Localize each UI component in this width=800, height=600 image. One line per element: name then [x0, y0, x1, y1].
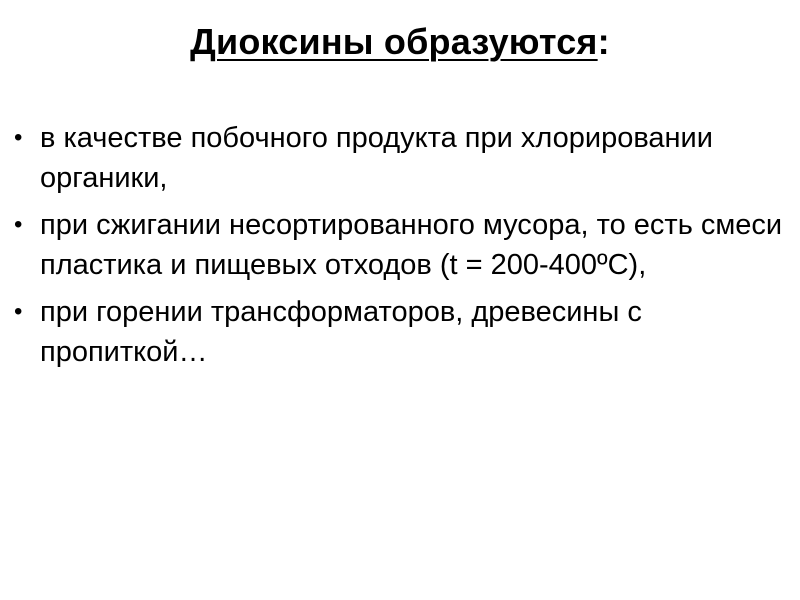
- bullet-list: [14, 118, 784, 379]
- list-item: [14, 118, 784, 198]
- slide-title: [0, 20, 800, 64]
- list-item: [14, 292, 784, 372]
- bullet-icon: •: [14, 124, 23, 151]
- slide-title-text: Диоксины образуются: [190, 21, 598, 62]
- bullet-text: при горении трансформаторов, древесины с пропиткой…: [40, 296, 642, 368]
- bullet-text: при сжигании несортированного мусора, то есть смеси пластика и пищевых отходов (t = 200-400ºC),: [40, 209, 783, 281]
- slide-title-colon: :: [597, 21, 610, 62]
- list-item: [14, 205, 784, 285]
- bullet-icon: •: [14, 211, 23, 238]
- bullet-icon: •: [14, 298, 23, 325]
- bullet-text: в качестве побочного продукта при хлорировании органики,: [40, 122, 713, 194]
